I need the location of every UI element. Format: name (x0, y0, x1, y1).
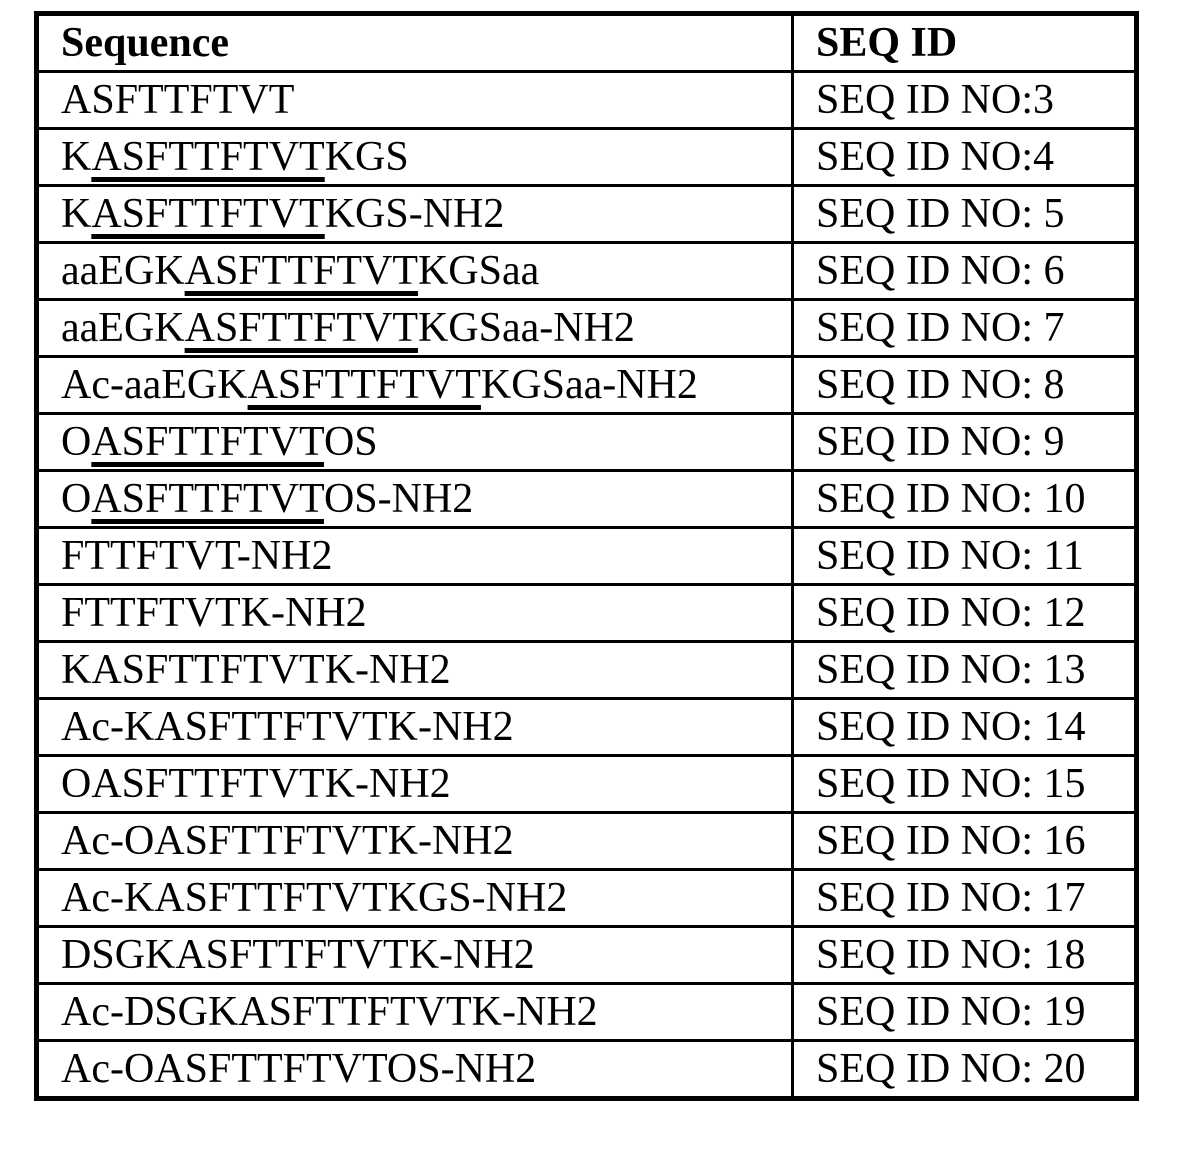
seq-id-cell: SEQ ID NO: 12 (793, 585, 1137, 642)
table-row (37, 129, 1137, 186)
header-row (37, 14, 1137, 72)
sequence-segment: OS (323, 418, 378, 465)
sequence-cell (37, 72, 793, 129)
sequence-segment-underlined: ASFTTFTVT (247, 361, 481, 408)
table-row (37, 414, 1137, 471)
sequence-segment: FTTFTVT-NH2 (61, 532, 333, 579)
sequence-cell (37, 699, 793, 756)
sequence-cell (37, 129, 793, 186)
sequence-segment: OASFTTFTVTK-NH2 (61, 760, 451, 807)
sequence-cell (37, 300, 793, 357)
sequence-cell (37, 1041, 793, 1099)
table-row (37, 756, 1137, 813)
sequence-segment-underlined: ASFTTFTVT (184, 304, 418, 351)
sequence-cell (37, 528, 793, 585)
sequence-segment: Ac-OASFTTFTVTOS-NH2 (61, 1045, 537, 1092)
table-row (37, 927, 1137, 984)
sequence-table (34, 11, 1139, 1101)
seq-id-cell: SEQ ID NO: 16 (793, 813, 1137, 870)
sequence-cell (37, 357, 793, 414)
sequence-segment: O (61, 418, 92, 465)
seq-id-cell: SEQ ID NO: 7 (793, 300, 1137, 357)
table-row (37, 642, 1137, 699)
sequence-segment-underlined: ASFTTFTVT (91, 475, 324, 522)
table-row (37, 471, 1137, 528)
sequence-segment: KGS-NH2 (324, 190, 505, 237)
sequence-segment: Ac-KASFTTFTVTKGS-NH2 (61, 874, 568, 921)
sequence-cell (37, 756, 793, 813)
seq-id-cell: SEQ ID NO: 9 (793, 414, 1137, 471)
seq-id-cell: SEQ ID NO: 10 (793, 471, 1137, 528)
table-row (37, 870, 1137, 927)
sequence-segment: Ac-DSGKASFTTFTVTK-NH2 (61, 988, 598, 1035)
table-row (37, 1041, 1137, 1099)
table-row (37, 984, 1137, 1041)
table-row (37, 72, 1137, 129)
seq-id-cell: SEQ ID NO: 13 (793, 642, 1137, 699)
sequence-segment: KGSaa (417, 247, 540, 294)
sequence-cell (37, 927, 793, 984)
sequence-table-container (34, 11, 1139, 1101)
seq-id-cell: SEQ ID NO: 11 (793, 528, 1137, 585)
sequence-segment-underlined: ASFTTFTVT (91, 190, 325, 237)
sequence-segment: KGS (324, 133, 409, 180)
sequence-cell (37, 813, 793, 870)
sequence-cell (37, 243, 793, 300)
table-row (37, 357, 1137, 414)
sequence-cell (37, 186, 793, 243)
sequence-segment: K (61, 190, 92, 237)
sequence-cell (37, 984, 793, 1041)
sequence-segment: KGSaa-NH2 (417, 304, 635, 351)
table-row (37, 813, 1137, 870)
table-row (37, 699, 1137, 756)
seq-id-cell: SEQ ID NO: 5 (793, 186, 1137, 243)
sequence-segment: DSGKASFTTFTVTK-NH2 (61, 931, 535, 978)
sequence-segment: K (61, 133, 92, 180)
seq-id-cell: SEQ ID NO: 6 (793, 243, 1137, 300)
seq-id-cell: SEQ ID NO: 19 (793, 984, 1137, 1041)
table-row (37, 528, 1137, 585)
sequence-segment: Ac-OASFTTFTVTK-NH2 (61, 817, 514, 864)
seq-id-cell: SEQ ID NO:4 (793, 129, 1137, 186)
sequence-cell (37, 585, 793, 642)
seq-id-cell: SEQ ID NO: 8 (793, 357, 1137, 414)
sequence-segment: aaEGK (61, 247, 185, 294)
seq-id-cell: SEQ ID NO: 17 (793, 870, 1137, 927)
table-row (37, 300, 1137, 357)
sequence-segment: Ac-aaEGK (61, 361, 248, 408)
sequence-column-header: Sequence (37, 14, 793, 72)
sequence-segment: KGSaa-NH2 (480, 361, 698, 408)
table-row (37, 243, 1137, 300)
seq-id-cell: SEQ ID NO:3 (793, 72, 1137, 129)
sequence-cell (37, 414, 793, 471)
sequence-cell (37, 870, 793, 927)
table-row (37, 186, 1137, 243)
table-row (37, 585, 1137, 642)
sequence-segment: KASFTTFTVTK-NH2 (61, 646, 451, 693)
sequence-cell (37, 471, 793, 528)
sequence-segment: Ac-KASFTTFTVTK-NH2 (61, 703, 514, 750)
sequence-segment-underlined: ASFTTFTVT (91, 418, 324, 465)
sequence-segment: OS-NH2 (323, 475, 474, 522)
seq-id-cell: SEQ ID NO: 15 (793, 756, 1137, 813)
seq-id-column-header: SEQ ID (793, 14, 1137, 72)
sequence-segment: O (61, 475, 92, 522)
sequence-segment: ASFTTFTVT (61, 76, 295, 123)
sequence-segment-underlined: ASFTTFTVT (91, 133, 325, 180)
sequence-segment: FTTFTVTK-NH2 (61, 589, 367, 636)
sequence-segment-underlined: ASFTTFTVT (184, 247, 418, 294)
seq-id-cell: SEQ ID NO: 20 (793, 1041, 1137, 1099)
seq-id-cell: SEQ ID NO: 14 (793, 699, 1137, 756)
sequence-segment: aaEGK (61, 304, 185, 351)
seq-id-cell: SEQ ID NO: 18 (793, 927, 1137, 984)
sequence-cell (37, 642, 793, 699)
